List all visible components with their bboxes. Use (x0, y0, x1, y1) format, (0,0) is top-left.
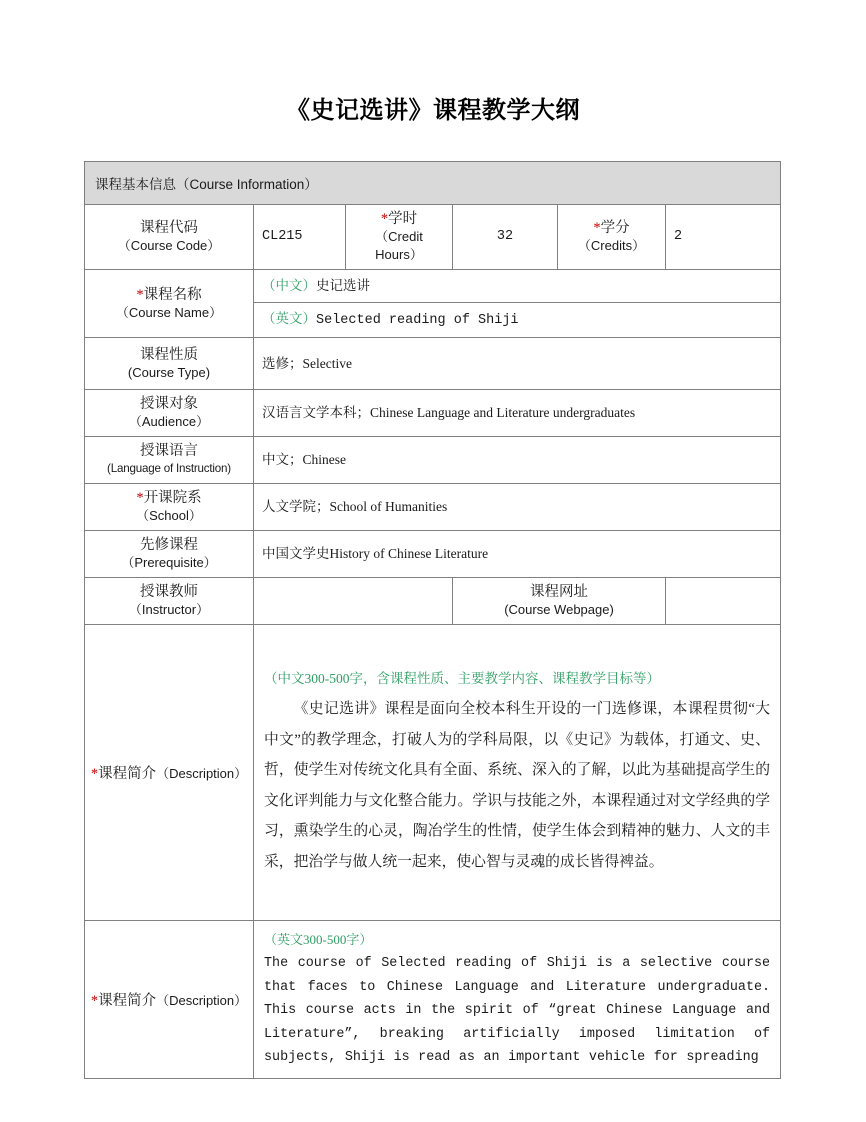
required-asterisk: * (380, 211, 389, 227)
label-course-webpage (453, 578, 666, 625)
label-language-en: (Language of Instruction) (107, 462, 231, 475)
label-language-cn: 授课语言 (140, 443, 198, 459)
table-row-school (85, 484, 781, 531)
value-course-webpage[interactable] (666, 578, 781, 625)
label-course-type (85, 338, 254, 390)
required-asterisk: * (136, 490, 144, 506)
value-audience: 汉语言文学本科；Chinese Language and Literature undergraduates (254, 390, 781, 437)
value-course-type: 选修；Selective (254, 338, 781, 390)
required-asterisk: * (136, 286, 144, 303)
description-cn-hint: （中文300-500字，含课程性质、主要教学内容、课程教学目标等） (264, 671, 660, 686)
value-instructor[interactable] (254, 578, 453, 625)
table-row-course-type (85, 338, 781, 390)
label-prerequisite (85, 531, 254, 578)
label-description-en-inner: *课程简介（Description） (90, 992, 248, 1009)
table-row-language (85, 437, 781, 484)
course-name-en-text: Selected reading of Shiji (316, 313, 519, 328)
table-row-description-cn (85, 625, 781, 921)
label-course-webpage-cn: 课程网址 (530, 584, 588, 600)
label-school (85, 484, 254, 531)
label-school-en: （School） (136, 508, 202, 523)
value-credit-hours: 32 (453, 205, 558, 270)
label-school-cn: *开课院系 (136, 490, 202, 506)
required-asterisk: * (593, 220, 601, 236)
label-description-en (85, 921, 254, 1079)
label-credits-cn: *学分 (593, 220, 630, 236)
label-credit-hours-cn: *学时 (380, 211, 418, 227)
label-credits (558, 205, 666, 270)
label-description-cn-inner: *课程简介（Description） (90, 766, 248, 782)
label-instructor-cn: 授课教师 (140, 584, 198, 600)
label-credit-hours-en-line2: Hours） (375, 247, 423, 262)
page-title: 《史记选讲》课程教学大纲 (286, 98, 580, 124)
label-course-code-en: （Course Code） (117, 238, 221, 253)
label-course-name-en: （Course Name） (115, 304, 223, 320)
value-credits: 2 (666, 205, 781, 270)
table-row-course-code (85, 205, 781, 270)
table-row-prerequisite (85, 531, 781, 578)
label-course-name (85, 270, 254, 338)
label-credits-en: （Credits） (577, 238, 646, 253)
value-description-en (254, 921, 781, 1079)
label-instructor-en: （Instructor） (128, 602, 210, 617)
label-course-type-en: (Course Type) (127, 364, 211, 380)
label-audience-cn: 授课对象 (140, 396, 198, 412)
course-information-table (84, 161, 781, 1079)
description-en-body: The course of Selected reading of Shiji is a selective course that faces to Chinese Language and Literature undergraduate. This course acts in the spirit of “great Chinese Language and Literature”, breaking artificially imposed limitation of subjects, Shiji is read as an important vehicle for spreading (264, 956, 771, 1065)
value-language: 中文；Chinese (254, 437, 781, 484)
course-name-cn-text: 史记选讲 (316, 278, 370, 293)
label-audience (85, 390, 254, 437)
label-language (85, 437, 254, 484)
table-row-course-name-cn (85, 270, 781, 303)
value-course-name-en (254, 303, 781, 338)
value-course-name-cn (254, 270, 781, 303)
table-row-description-en (85, 921, 781, 1079)
label-course-code (85, 205, 254, 270)
label-course-name-cn: *课程名称 (136, 286, 202, 303)
value-course-code: CL215 (254, 205, 346, 270)
required-asterisk: * (90, 992, 99, 1009)
section-header-cell: 课程基本信息（Course Information） (85, 162, 781, 205)
label-prerequisite-cn: 先修课程 (140, 537, 198, 553)
label-credit-hours-en-line1: （Credit (375, 229, 423, 244)
value-prerequisite: 中国文学史History of Chinese Literature (254, 531, 781, 578)
table-row-audience (85, 390, 781, 437)
label-course-type-cn: 课程性质 (140, 346, 198, 363)
en-marker: （英文） (262, 311, 316, 326)
description-cn-body: 《史记选讲》课程是面向全校本科生开设的一门选修课，本课程贯彻“大中文”的教学理念，打破人为的学科局限，以《史记》为载体，打通文、史、哲，使学生对传统文化具有全面、系统、深入的了解，以此为基础提高学生的文化评判能力与文化整合能力。学识与技能之外，本课程通过对文学经典的学习，熏染学生的心灵，陶冶学生的性情，使学生体会到精神的魅力、人文的丰采，把治学与做人统一起来，使心智与灵魂的成长皆得裨益。 (264, 701, 771, 870)
required-asterisk: * (90, 766, 99, 782)
table-row-section-header (85, 162, 781, 205)
description-en-hint: （英文300-500字） (264, 932, 373, 947)
label-course-webpage-en: (Course Webpage) (504, 602, 614, 617)
label-credit-hours (346, 205, 453, 270)
label-course-code-cn: 课程代码 (140, 220, 198, 236)
value-description-cn (254, 625, 781, 921)
table-row-instructor (85, 578, 781, 625)
label-prerequisite-en: （Prerequisite） (121, 555, 217, 570)
cn-marker: （中文） (262, 278, 316, 293)
label-instructor (85, 578, 254, 625)
value-school: 人文学院；School of Humanities (254, 484, 781, 531)
label-description-cn (85, 625, 254, 921)
label-audience-en: （Audience） (128, 414, 210, 429)
